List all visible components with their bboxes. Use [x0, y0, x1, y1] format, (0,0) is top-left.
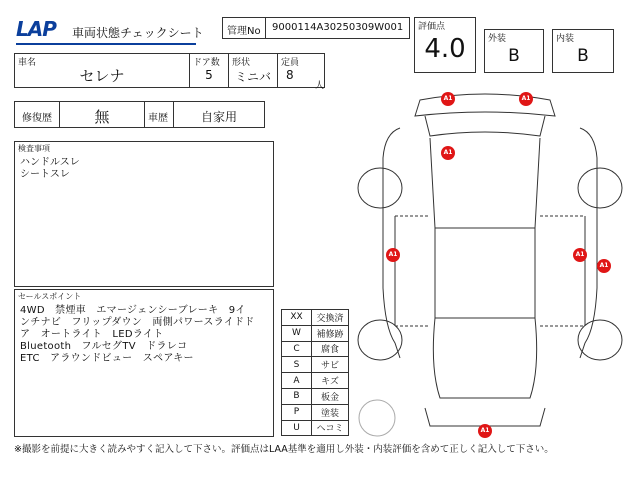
spare-tire	[359, 400, 395, 436]
legend-code: P	[282, 404, 312, 420]
legend-code: C	[282, 341, 312, 357]
damage-marker: A1	[573, 248, 587, 262]
repair-value-cell	[59, 101, 145, 128]
mgmt-label: 管理No	[227, 26, 261, 37]
front-bumper-outline	[415, 94, 555, 116]
laa-logo: LAP	[16, 17, 56, 41]
body-right-outline	[580, 128, 597, 358]
logo-underline	[16, 43, 196, 45]
repair-label-cell	[14, 101, 60, 128]
legend-code: U	[282, 420, 312, 436]
legend-row	[282, 310, 349, 326]
legend-desc: 補修跡	[312, 325, 349, 341]
legend-row	[282, 388, 349, 404]
doors-box	[189, 53, 229, 88]
sales-text: 4WD 禁煙車 エマージェンシーブレーキ 9イ ンチナビ フリップダウン 両側パワースライドド ア オートライト LEDライト Bluetooth フルセグTV ドラレコ ETC アラウンドビュー スペアキー	[20, 305, 255, 364]
sales-label: セールスポイント	[18, 292, 82, 301]
damage-legend	[281, 309, 349, 436]
shape-box	[228, 53, 278, 88]
legend-desc: 交換済	[312, 310, 349, 326]
score-label: 評価点	[418, 22, 446, 32]
legend-code: S	[282, 357, 312, 373]
capacity-box	[277, 53, 325, 91]
shape-label: 形状	[232, 58, 251, 68]
interior-box	[552, 29, 614, 73]
legend-row	[282, 325, 349, 341]
usage-label-cell	[144, 101, 174, 128]
doors-value: 5	[205, 68, 213, 82]
mgmt-value: 9000114A30250309W001	[272, 22, 404, 33]
wheel-front-left	[358, 168, 402, 208]
capacity-unit: 人	[315, 81, 325, 91]
legend-desc: 腐食	[312, 341, 349, 357]
damage-marker: A1	[441, 146, 455, 160]
hood-outline	[425, 116, 545, 136]
legend-desc: サビ	[312, 357, 349, 373]
legend-row	[282, 404, 349, 420]
score-box	[414, 17, 476, 73]
repair-value: 無	[94, 108, 110, 126]
legend-row	[282, 373, 349, 389]
score-value: 4.0	[424, 34, 466, 64]
wheel-rear-right	[578, 320, 622, 360]
damage-marker: A1	[519, 92, 533, 106]
mgmt-label-cell	[222, 17, 266, 39]
legend-desc: 塗装	[312, 404, 349, 420]
rear-glass-outline	[433, 318, 536, 398]
interior-value: B	[577, 46, 589, 66]
damage-marker: A1	[386, 248, 400, 262]
repair-label: 修復歴	[22, 113, 52, 124]
exterior-value: B	[508, 46, 520, 66]
legend-row	[282, 341, 349, 357]
legend-code: B	[282, 388, 312, 404]
body-left-outline	[383, 128, 400, 358]
damage-marker: A1	[441, 92, 455, 106]
doors-label: ドア数	[193, 58, 220, 68]
side-dashed-lines	[395, 216, 585, 326]
wheel-front-right	[578, 168, 622, 208]
inspection-box	[14, 141, 274, 287]
footer-note: ※撮影を前提に大きく読みやすく記入して下さい。評価点はLAA基準を適用し外装・内装評価を含めて正しく記入して下さい。	[14, 444, 554, 455]
mgmt-value-cell	[265, 17, 410, 39]
car-name-box	[14, 53, 190, 88]
legend-row	[282, 357, 349, 373]
shape-value: ミニバ	[234, 70, 271, 84]
inspection-label: 検査事項	[18, 144, 50, 153]
exterior-label: 外装	[488, 34, 507, 44]
inspection-text: ハンドルスレ シートスレ	[20, 157, 80, 180]
usage-value-cell	[173, 101, 265, 128]
usage-label: 車歴	[148, 113, 168, 124]
door-lines	[395, 216, 585, 326]
car-diagram	[355, 88, 625, 440]
capacity-value: 8	[286, 68, 294, 82]
legend-code: A	[282, 373, 312, 389]
legend-desc: ヘコミ	[312, 420, 349, 436]
car-name-value: セレナ	[79, 67, 125, 85]
usage-value: 自家用	[200, 110, 237, 124]
damage-marker: A1	[478, 424, 492, 438]
sales-box	[14, 289, 274, 437]
legend-row	[282, 420, 349, 436]
capacity-label: 定員	[281, 58, 300, 68]
car-name-label: 車名	[18, 58, 37, 68]
page-title: 車両状態チェックシート	[72, 26, 204, 40]
legend-code: W	[282, 325, 312, 341]
legend-desc: 板金	[312, 388, 349, 404]
damage-marker: A1	[597, 259, 611, 273]
wheel-rear-left	[358, 320, 402, 360]
roof-outline	[435, 228, 535, 318]
interior-label: 内装	[556, 34, 575, 44]
legend-desc: キズ	[312, 373, 349, 389]
exterior-box	[484, 29, 544, 73]
legend-code: XX	[282, 310, 312, 326]
